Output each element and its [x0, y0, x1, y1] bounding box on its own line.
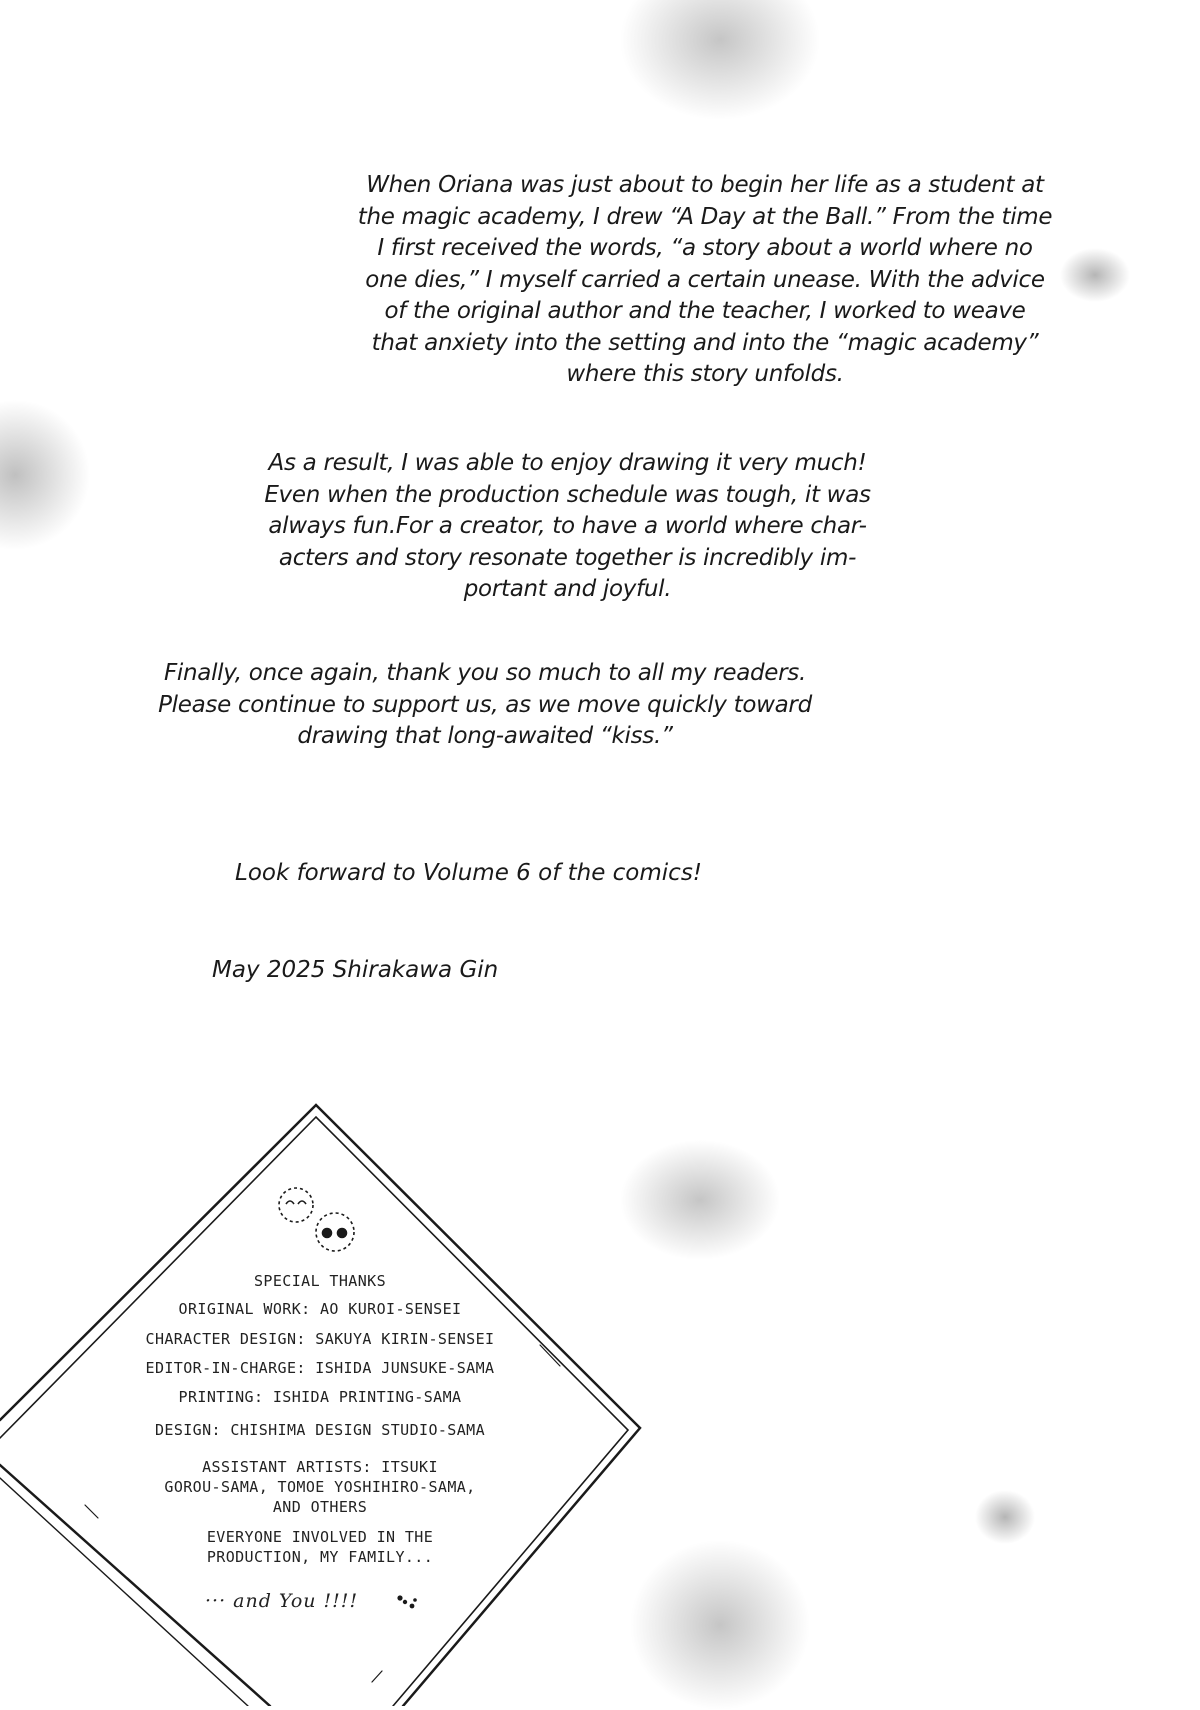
smiling-face-doodle-icon	[279, 1188, 313, 1222]
text-line: Finally, once again, thank you so much to all my readers.	[163, 660, 807, 686]
bokeh-blob	[630, 1540, 810, 1710]
bokeh-blob	[1060, 248, 1130, 302]
credit-printing	[100, 1387, 540, 1407]
look-forward-text: Look forward to Volume 6 of the comics!	[235, 860, 703, 886]
bokeh-blob	[975, 1490, 1035, 1544]
text-line: I first received the words, “a story about a world where no	[377, 235, 1033, 261]
text-line: of the original author and the teacher, I worked to weave	[384, 298, 1026, 324]
afterword-paragraph-3	[145, 658, 825, 753]
text-line: Please continue to support us, as we move quickly toward	[158, 691, 812, 718]
text-line: AND OTHERS	[272, 1498, 368, 1516]
text-line: one dies,” I myself carried a certain unease. With the advice	[365, 266, 1045, 293]
text-line: portant and joyful.	[463, 576, 672, 602]
text-line: When Oriana was just about to begin her life as a student at	[366, 172, 1044, 198]
text-line: ORIGINAL WORK: AO KUROI-SENSEI	[178, 1300, 462, 1318]
text-line: that anxiety into the setting and into the “magic academy”	[371, 329, 1039, 356]
text-line: GOROU-SAMA, TOMOE YOSHIHIRO-SAMA,	[164, 1478, 476, 1496]
special-thanks-heading	[100, 1271, 540, 1291]
text-line: EDITOR-IN-CHARGE: ISHIDA JUNSUKE-SAMA	[145, 1359, 495, 1377]
text-line: SPECIAL THANKS	[253, 1272, 387, 1290]
afterword-paragraph-1	[355, 170, 1055, 391]
text-line: ASSISTANT ARTISTS: ITSUKI	[202, 1458, 438, 1476]
text-line: EVERYONE INVOLVED IN THE	[206, 1528, 434, 1546]
text-line: the magic academy, I drew “A Day at the Ball.” From the time	[357, 203, 1053, 230]
text-line: PRODUCTION, MY FAMILY...	[206, 1548, 434, 1566]
credit-character-design	[100, 1329, 540, 1349]
text-line: always fun.For a creator, to have a world where char-	[268, 513, 867, 539]
text-line: where this story unfolds.	[566, 361, 844, 387]
credit-editor	[100, 1358, 540, 1378]
text-line: DESIGN: CHISHIMA DESIGN STUDIO-SAMA	[154, 1421, 486, 1439]
text-line: PRINTING: ISHIDA PRINTING-SAMA	[178, 1388, 462, 1406]
credit-assistants	[100, 1457, 540, 1517]
heart-doodle-icon	[397, 1595, 416, 1608]
text-line: drawing that long-awaited “kiss.”	[297, 723, 673, 749]
credit-design	[100, 1420, 540, 1440]
text-line: CHARACTER DESIGN: SAKUYA KIRIN-SENSEI	[145, 1330, 495, 1348]
face-doodle-icon	[316, 1213, 354, 1251]
bokeh-blob	[620, 0, 820, 120]
and-you-note: ··· and You !!!!	[205, 1590, 359, 1612]
credit-everyone	[100, 1527, 540, 1567]
credit-original-work	[100, 1299, 540, 1319]
text-line: As a result, I was able to enjoy drawing it very much!	[268, 450, 867, 476]
text-line: acters and story resonate together is incredibly im-	[278, 544, 857, 571]
author-signature: May 2025 Shirakawa Gin	[212, 957, 499, 983]
afterword-paragraph-2	[255, 448, 880, 606]
text-line: Even when the production schedule was tough, it was	[264, 481, 871, 508]
bokeh-blob	[0, 400, 90, 550]
